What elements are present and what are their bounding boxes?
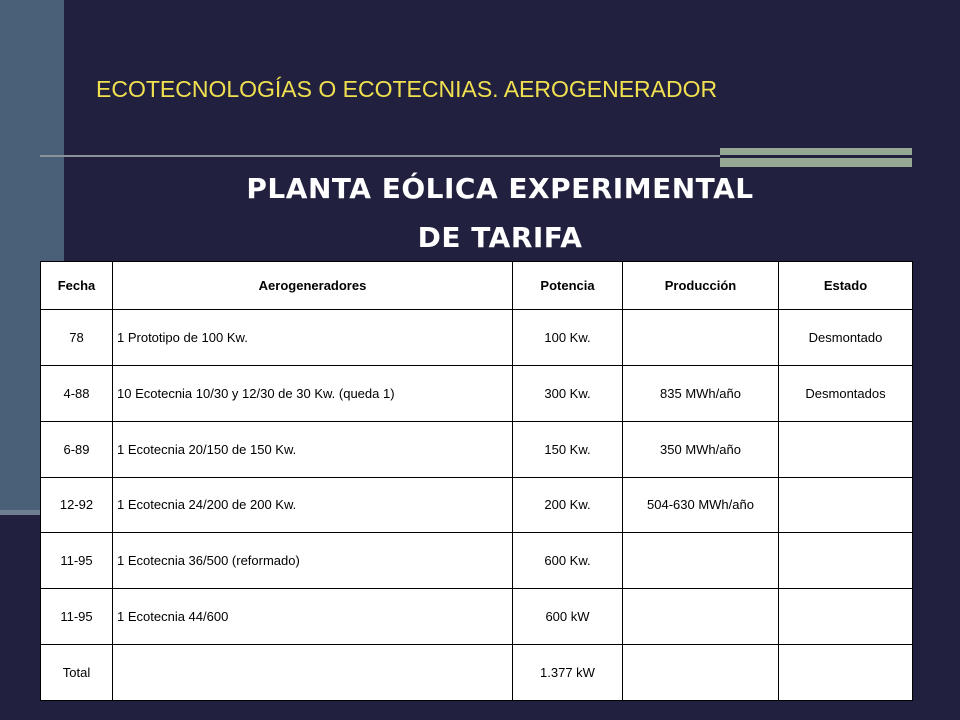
cell-estado [779, 477, 913, 533]
header-produccion: Producción [623, 262, 779, 310]
cell-estado: Desmontados [779, 365, 913, 421]
table-header-row [41, 262, 913, 310]
cell-estado: Desmontado [779, 310, 913, 366]
cell-fecha: 11-95 [41, 589, 113, 645]
header-estado: Estado [779, 262, 913, 310]
cell-produccion: 835 MWh/año [623, 365, 779, 421]
table-row [41, 310, 913, 366]
table-row [41, 477, 913, 533]
cell-estado [779, 533, 913, 589]
header-potencia: Potencia [513, 262, 623, 310]
cell-aerogeneradores: 1 Ecotecnia 36/500 (reformado) [113, 533, 513, 589]
cell-estado [779, 645, 913, 701]
cell-aerogeneradores: 1 Ecotecnia 20/150 de 150 Kw. [113, 421, 513, 477]
header-fecha: Fecha [41, 262, 113, 310]
cell-fecha: Total [41, 645, 113, 701]
cell-potencia: 600 Kw. [513, 533, 623, 589]
cell-aerogeneradores: 1 Ecotecnia 24/200 de 200 Kw. [113, 477, 513, 533]
cell-potencia: 100 Kw. [513, 310, 623, 366]
cell-aerogeneradores: 1 Prototipo de 100 Kw. [113, 310, 513, 366]
turbine-table [40, 261, 913, 701]
cell-produccion: 350 MWh/año [623, 421, 779, 477]
cell-estado [779, 589, 913, 645]
heading-line-1: PLANTA EÓLICA EXPERIMENTAL [246, 172, 754, 205]
cell-produccion [623, 533, 779, 589]
table-total-row [41, 645, 913, 701]
cell-potencia: 200 Kw. [513, 477, 623, 533]
slide-title: ECOTECNOLOGÍAS O ECOTECNIAS. AEROGENERADOR [96, 76, 718, 102]
cell-potencia-total: 1.377 kW [513, 645, 623, 701]
cell-produccion [623, 589, 779, 645]
table-row [41, 365, 913, 421]
header-aerogeneradores: Aerogeneradores [113, 262, 513, 310]
cell-aerogeneradores: 10 Ecotecnia 10/30 y 12/30 de 30 Kw. (queda 1) [113, 365, 513, 421]
cell-produccion [623, 310, 779, 366]
table-row [41, 533, 913, 589]
cell-fecha: 6-89 [41, 421, 113, 477]
table-row [41, 421, 913, 477]
cell-aerogeneradores [113, 645, 513, 701]
cell-potencia: 600 kW [513, 589, 623, 645]
heading-line-2: DE TARIFA [417, 221, 583, 254]
cell-estado [779, 421, 913, 477]
divider-accent [720, 148, 912, 167]
table-row [41, 589, 913, 645]
cell-potencia: 150 Kw. [513, 421, 623, 477]
cell-fecha: 78 [41, 310, 113, 366]
cell-fecha: 4-88 [41, 365, 113, 421]
cell-aerogeneradores: 1 Ecotecnia 44/600 [113, 589, 513, 645]
cell-produccion [623, 645, 779, 701]
cell-produccion: 504-630 MWh/año [623, 477, 779, 533]
cell-potencia: 300 Kw. [513, 365, 623, 421]
cell-fecha: 12-92 [41, 477, 113, 533]
cell-fecha: 11-95 [41, 533, 113, 589]
